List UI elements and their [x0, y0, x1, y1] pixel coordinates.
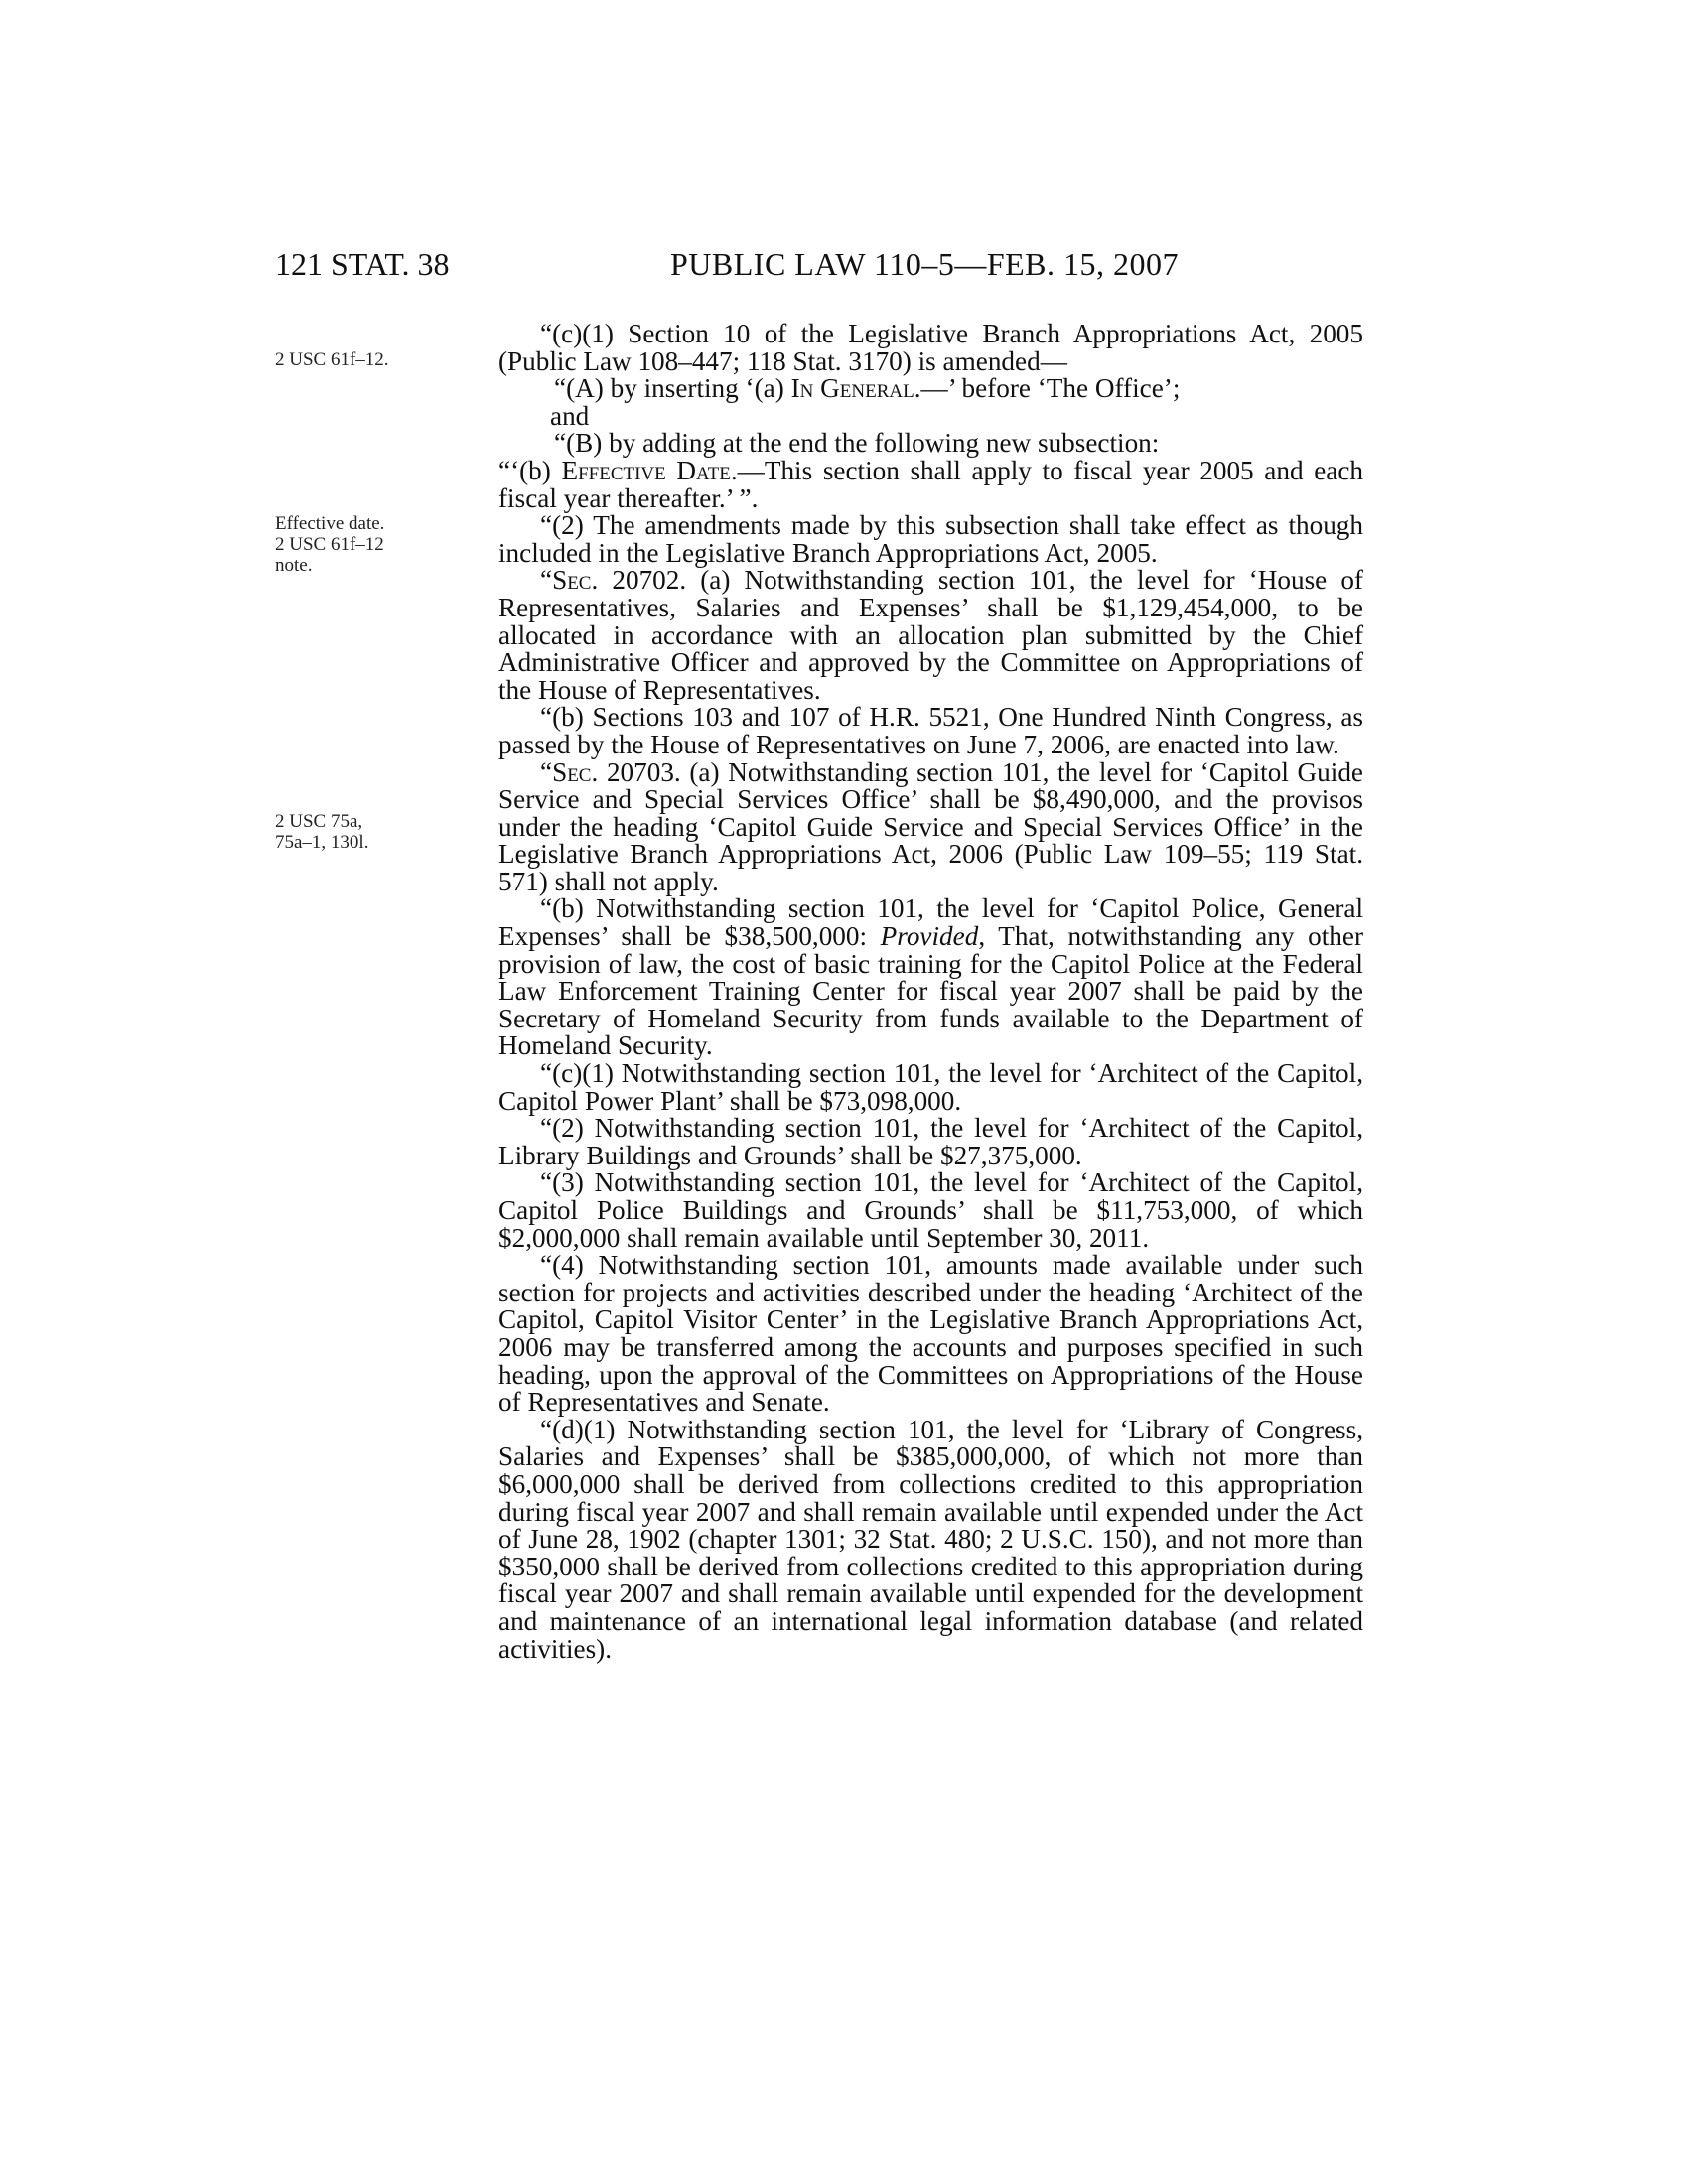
- margin-note-line: 75a–1, 130l.: [275, 832, 369, 853]
- margin-note-line: 2 USC 75a,: [275, 811, 363, 832]
- margin-note-effective-date: [275, 513, 434, 576]
- text-run: .—This section shall apply to fiscal year 2005 and each fiscal year thereafter.’ ”.: [498, 455, 1363, 513]
- margin-note-text: 2 USC 61f–12.: [275, 349, 389, 370]
- page-header: [275, 244, 1363, 284]
- text-run: “: [540, 565, 553, 596]
- paragraph: “(2) Notwithstanding section 101, the level for ‘Architect of the Capitol, Library Buildings and Grounds’ shall be $27,375,000.: [498, 1113, 1363, 1170]
- paragraph: [498, 455, 1363, 513]
- margin-note-usc-75a: [275, 811, 434, 853]
- paragraph: [498, 895, 1363, 1060]
- paragraph: and: [550, 400, 590, 431]
- paragraph: “(2) The amendments made by this subsection shall take effect as though included in the Legislative Branch Appropriations Act, 2005.: [498, 510, 1363, 568]
- text-run: . 20703. (a) Notwithstanding section 101, the level for ‘Capitol Guide Service and Special Services Office’ shall be $8,490,000, and the provisos under the heading ‘Capitol Guide Service and Special Services Office’ in the Legislative Branch Appropriations Act, 2006 (Public Law 109–55; 119 Stat. 571) shall not apply.: [498, 756, 1363, 896]
- text-run: . 20702. (a) Notwithstanding section 101, the level for ‘House of Representatives, Salaries and Expenses’ shall be $1,129,454,000, to be allocated in accordance with an allocation plan submitted by the Chief Administrative Officer and approved by the Committee on Appropriations of the House of Representatives.: [498, 565, 1363, 705]
- text-run: “(b) Notwithstanding section 101, the level for ‘Capitol Police, General Expenses’ shall be $38,500,000:: [498, 893, 1363, 952]
- margin-note-line: 2 USC 61f–12: [275, 534, 384, 555]
- paragraph: “(d)(1) Notwithstanding section 101, the level for ‘Library of Congress, Salaries and Expenses’ shall be $385,000,000, of which not more than $6,000,000 shall be derived from collections credited to this appropriation during fiscal year 2007 and shall remain available until expended under the Act of June 28, 1902 (chapter 1301; 32 Stat. 480; 2 U.S.C. 150), and not more than $350,000 shall be derived from collections credited to this appropriation during fiscal year 2007 and shall remain available until expended for the development and maintenance of an international legal information database (and related activities).: [498, 1414, 1363, 1664]
- margin-note-usc: [275, 349, 434, 370]
- small-caps-run: Sec: [552, 565, 592, 596]
- italic-run: Provided: [880, 921, 979, 952]
- text-run: , That, notwithstanding any other provision of law, the cost of basic training for the Capitol Police at the Federal Law Enforcement Training Center for fiscal year 2007 shall be paid by the Secretary of Homeland Security from funds available to the Department of Homeland Security.: [498, 921, 1363, 1061]
- text-run: “: [540, 756, 553, 787]
- stat-page-number: 121 STAT. 38: [275, 246, 450, 282]
- paragraph: [498, 756, 1363, 896]
- small-caps-run: In General: [790, 373, 914, 404]
- paragraph: “(b) Sections 103 and 107 of H.R. 5521, One Hundred Ninth Congress, as passed by the House of Representatives on June 7, 2006, are enacted into law.: [498, 702, 1363, 759]
- law-title: PUBLIC LAW 110–5—FEB. 15, 2007: [670, 246, 1180, 282]
- paragraph: “(c)(1) Section 10 of the Legislative Branch Appropriations Act, 2005 (Public Law 108–447; 118 Stat. 3170) is amended—: [498, 319, 1363, 376]
- text-run: “‘(b): [498, 455, 562, 485]
- small-caps-run: Effective Date: [561, 455, 731, 485]
- margin-note-line: note.: [275, 555, 313, 576]
- small-caps-run: Sec: [552, 756, 592, 787]
- text-run: .—’ before ‘The Office’;: [914, 373, 1181, 404]
- paragraph: “(4) Notwithstanding section 101, amounts made available under such section for projects and activities described under the heading ‘Architect of the Capitol, Capitol Visitor Center’ in the Legislative Branch Appropriations Act, 2006 may be transferred among the accounts and purposes specified in such heading, upon the approval of the Committees on Appropriations of the House of Representatives and Senate.: [498, 1250, 1363, 1418]
- margin-note-line: Effective date.: [275, 513, 385, 534]
- law-body-text: [498, 321, 1363, 1663]
- paragraph: “(3) Notwithstanding section 101, the level for ‘Architect of the Capitol, Capitol Police Buildings and Grounds’ shall be $11,753,000, of which $2,000,000 shall remain available until September 30, 2011.: [498, 1167, 1363, 1253]
- paragraph: [498, 567, 1363, 704]
- paragraph: “(B) by adding at the end the following new subsection:: [554, 428, 1160, 459]
- text-run: “(A) by inserting ‘(a): [554, 373, 791, 404]
- paragraph: [498, 375, 1363, 403]
- paragraph: “(c)(1) Notwithstanding section 101, the level for ‘Architect of the Capitol, Capitol Power Plant’ shall be $73,098,000.: [498, 1058, 1363, 1116]
